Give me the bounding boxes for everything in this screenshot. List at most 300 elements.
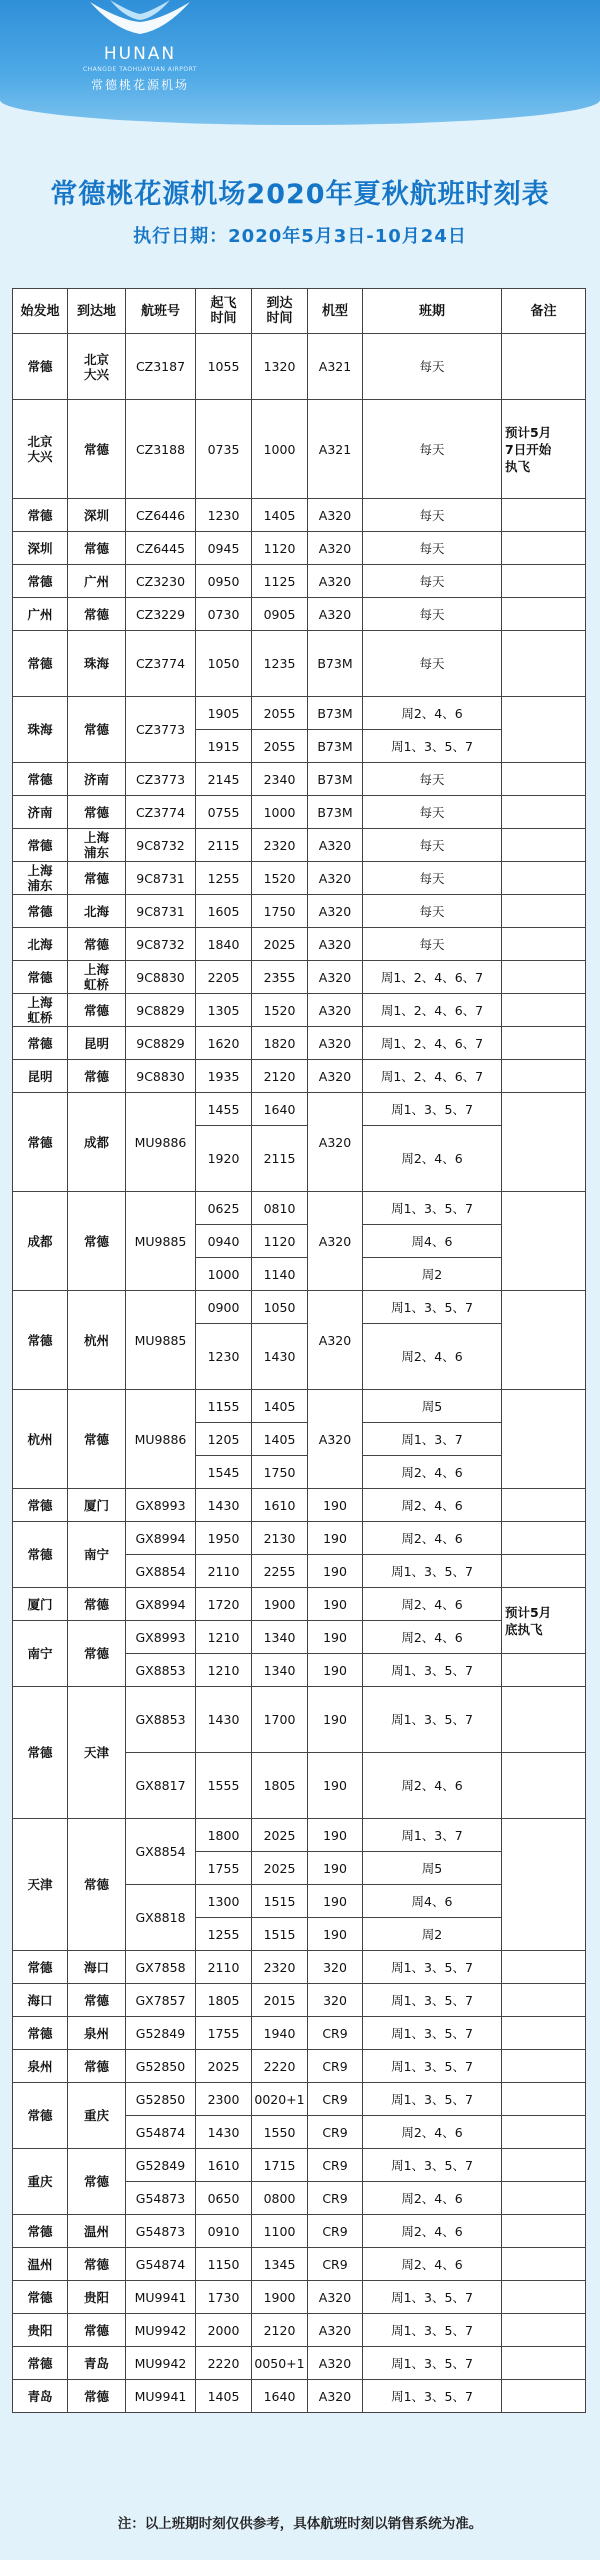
table-cell: 2025 [252, 1819, 308, 1852]
table-cell [502, 1819, 586, 1951]
table-cell: 1715 [252, 2149, 308, 2182]
table-cell: GX8817 [126, 1753, 196, 1819]
table-cell: 1210 [196, 1654, 252, 1687]
table-cell: 0050+1 [252, 2347, 308, 2380]
table-cell: 1430 [196, 2116, 252, 2149]
table-cell: 190 [308, 1753, 363, 1819]
table-cell [502, 2182, 586, 2215]
table-cell: 1405 [196, 2380, 252, 2413]
table-cell: MU9886 [126, 1390, 196, 1489]
table-cell: 1455 [196, 1093, 252, 1126]
table-cell: 常德 [13, 1027, 68, 1060]
table-cell: 2340 [252, 763, 308, 796]
table-cell: 1120 [252, 1225, 308, 1258]
table-cell: 1545 [196, 1456, 252, 1489]
table-cell: 1125 [252, 565, 308, 598]
table-row [13, 631, 586, 664]
table-cell: CR9 [308, 2248, 363, 2281]
table-cell: CR9 [308, 2017, 363, 2050]
table-row [13, 895, 586, 928]
table-cell: 泉州 [68, 2017, 126, 2050]
table-cell: 1305 [196, 994, 252, 1027]
table-cell: 每天 [363, 895, 502, 928]
table-cell: GX8994 [126, 1522, 196, 1555]
table-cell: CZ3188 [126, 400, 196, 499]
table-cell: 周1、3、5、7 [363, 2050, 502, 2083]
table-cell: 1750 [252, 1456, 308, 1489]
table-cell: 常德 [68, 862, 126, 895]
table-cell: 常德 [68, 796, 126, 829]
table-cell: GX7857 [126, 1984, 196, 2017]
table-cell: 周2 [363, 1918, 502, 1951]
table-cell: 1340 [252, 1621, 308, 1654]
table-cell: 泉州 [13, 2050, 68, 2083]
table-row [13, 2281, 586, 2314]
table-cell: 2355 [252, 961, 308, 994]
table-cell: 2145 [196, 763, 252, 796]
table-row [13, 1819, 586, 1852]
table-cell: A320 [308, 598, 363, 631]
table-cell: 每天 [363, 928, 502, 961]
table-cell: 常德 [68, 2149, 126, 2215]
table-cell: CZ3229 [126, 598, 196, 631]
table-cell: A320 [308, 1027, 363, 1060]
table-cell: A320 [308, 895, 363, 928]
table-cell [502, 1060, 586, 1093]
column-header: 班期 [363, 289, 502, 334]
table-cell: 济南 [13, 796, 68, 829]
table-cell: CR9 [308, 2215, 363, 2248]
table-cell: 每天 [363, 400, 502, 499]
column-header: 机型 [308, 289, 363, 334]
table-cell: 周2、4、6 [363, 1126, 502, 1192]
table-row [13, 1522, 586, 1555]
table-cell: 190 [308, 1819, 363, 1852]
table-cell: A320 [308, 532, 363, 565]
table-cell: 1210 [196, 1621, 252, 1654]
table-cell: 1900 [252, 1588, 308, 1621]
table-cell [502, 2380, 586, 2413]
table-cell: GX8993 [126, 1489, 196, 1522]
table-cell: CZ6446 [126, 499, 196, 532]
table-row [13, 2149, 586, 2182]
table-row [13, 532, 586, 565]
table-cell: 1520 [252, 862, 308, 895]
table-row [13, 1588, 586, 1621]
table-cell: 周1、3、5、7 [363, 1951, 502, 1984]
table-cell: 常德 [68, 928, 126, 961]
table-cell: 2300 [196, 2083, 252, 2116]
table-cell [502, 928, 586, 961]
table-cell: 1755 [196, 2017, 252, 2050]
table-cell: 周2 [363, 1258, 502, 1291]
table-cell: 常德 [68, 1621, 126, 1687]
table-cell: 周1、3、5、7 [363, 2017, 502, 2050]
table-cell: 常德 [68, 1819, 126, 1951]
table-cell [502, 763, 586, 796]
table-cell: 贵阳 [68, 2281, 126, 2314]
table-cell: 1000 [252, 400, 308, 499]
table-cell: 2055 [252, 730, 308, 763]
table-row [13, 1984, 586, 2017]
table-cell: 周1、3、5、7 [363, 1654, 502, 1687]
flight-schedule-table [12, 288, 586, 2413]
table-cell: 常德 [68, 1390, 126, 1489]
table-row [13, 2017, 586, 2050]
table-cell: A320 [308, 499, 363, 532]
table-cell [502, 499, 586, 532]
table-cell: 周5 [363, 1852, 502, 1885]
table-cell: 9C8830 [126, 961, 196, 994]
table-cell: 1405 [252, 499, 308, 532]
table-cell: 上海 虹桥 [13, 994, 68, 1027]
table-cell: 0905 [252, 598, 308, 631]
table-cell: 2025 [252, 928, 308, 961]
table-cell: 1340 [252, 1654, 308, 1687]
table-cell: 1000 [196, 1258, 252, 1291]
table-cell: 常德 [13, 499, 68, 532]
table-cell [502, 1687, 586, 1753]
table-cell: G52849 [126, 2149, 196, 2182]
table-cell: A320 [308, 1060, 363, 1093]
table-cell: 常德 [68, 1588, 126, 1621]
table-row [13, 499, 586, 532]
table-cell: 天津 [13, 1819, 68, 1951]
table-cell: 周1、3、5、7 [363, 730, 502, 763]
table-cell: 9C8731 [126, 862, 196, 895]
table-cell: 1610 [196, 2149, 252, 2182]
table-cell: 周1、2、4、6、7 [363, 994, 502, 1027]
table-cell [502, 1984, 586, 2017]
table-cell: 1915 [196, 730, 252, 763]
table-cell [502, 1555, 586, 1588]
table-cell: 青岛 [68, 2347, 126, 2380]
table-cell: 1720 [196, 1588, 252, 1621]
table-cell: 1520 [252, 994, 308, 1027]
table-cell: CZ3774 [126, 631, 196, 697]
table-cell: 1640 [252, 2380, 308, 2413]
table-cell: 北海 [13, 928, 68, 961]
table-cell: GX8853 [126, 1654, 196, 1687]
table-cell: 1550 [252, 2116, 308, 2149]
table-row [13, 928, 586, 961]
table-cell: 1700 [252, 1687, 308, 1753]
table-cell: 190 [308, 1654, 363, 1687]
table-cell: MU9942 [126, 2314, 196, 2347]
table-cell [502, 2248, 586, 2281]
table-cell: 1430 [252, 1324, 308, 1390]
table-cell: 1555 [196, 1753, 252, 1819]
table-cell [502, 829, 586, 862]
table-cell [502, 1654, 586, 1687]
table-cell: 周2、4、6 [363, 2215, 502, 2248]
table-cell: 1055 [196, 334, 252, 400]
table-cell: 1605 [196, 895, 252, 928]
table-cell: 2320 [252, 1951, 308, 1984]
table-cell: 常德 [13, 1093, 68, 1192]
table-cell: 2255 [252, 1555, 308, 1588]
table-cell: A320 [308, 1390, 363, 1489]
table-cell: 0020+1 [252, 2083, 308, 2116]
table-cell: 0810 [252, 1192, 308, 1225]
table-cell: GX8854 [126, 1555, 196, 1588]
table-cell: GX7858 [126, 1951, 196, 1984]
table-cell [502, 697, 586, 763]
table-cell [502, 1753, 586, 1819]
table-cell: 0940 [196, 1225, 252, 1258]
page-subtitle: 执行日期：2020年5月3日-10月24日 [133, 226, 467, 247]
table-cell: 1840 [196, 928, 252, 961]
table-cell: 9C8732 [126, 829, 196, 862]
table-cell: 温州 [13, 2248, 68, 2281]
table-cell: MU9942 [126, 2347, 196, 2380]
table-cell: 1620 [196, 1027, 252, 1060]
table-cell: 2120 [252, 2314, 308, 2347]
table-cell: GX8853 [126, 1687, 196, 1753]
table-cell: 常德 [13, 1951, 68, 1984]
table-cell: A320 [308, 2347, 363, 2380]
table-row [13, 565, 586, 598]
table-cell [502, 2347, 586, 2380]
table-cell: MU9941 [126, 2380, 196, 2413]
table-cell: 2320 [252, 829, 308, 862]
table-cell: A320 [308, 1192, 363, 1291]
table-cell: 成都 [13, 1192, 68, 1291]
column-header: 到达地 [68, 289, 126, 334]
table-cell: CR9 [308, 2083, 363, 2116]
table-cell: 重庆 [13, 2149, 68, 2215]
table-cell: G54873 [126, 2182, 196, 2215]
table-cell: 周1、3、5、7 [363, 2314, 502, 2347]
table-cell: 1800 [196, 1819, 252, 1852]
column-header: 始发地 [13, 289, 68, 334]
table-cell: B73M [308, 763, 363, 796]
table-cell: 2130 [252, 1522, 308, 1555]
table-cell [502, 1489, 586, 1522]
table-row [13, 1621, 586, 1654]
table-cell: 1755 [196, 1852, 252, 1885]
table-cell: 2115 [196, 829, 252, 862]
table-cell: 0900 [196, 1291, 252, 1324]
table-cell: 2015 [252, 1984, 308, 2017]
table-cell: 1905 [196, 697, 252, 730]
table-cell: GX8818 [126, 1885, 196, 1951]
table-row [13, 2248, 586, 2281]
table-cell: G52850 [126, 2050, 196, 2083]
table-cell: 周1、3、5、7 [363, 2380, 502, 2413]
table-cell [502, 2050, 586, 2083]
table-cell [502, 2281, 586, 2314]
table-cell: 1920 [196, 1126, 252, 1192]
table-cell: 周1、3、5、7 [363, 1192, 502, 1225]
table-cell: 常德 [68, 697, 126, 763]
table-cell: 常德 [13, 631, 68, 697]
table-cell [502, 1522, 586, 1555]
table-cell: A320 [308, 1291, 363, 1390]
table-cell: A320 [308, 994, 363, 1027]
table-cell: 昆明 [13, 1060, 68, 1093]
table-row [13, 1390, 586, 1423]
table-cell: 常德 [13, 895, 68, 928]
table-cell: 常德 [68, 1060, 126, 1093]
table-cell: 每天 [363, 763, 502, 796]
table-cell: 1935 [196, 1060, 252, 1093]
table-cell: 成都 [68, 1093, 126, 1192]
table-cell [502, 796, 586, 829]
table-header-row [13, 289, 586, 334]
table-cell: 周2、4、6 [363, 697, 502, 730]
table-row [13, 1027, 586, 1060]
table-cell: 周2、4、6 [363, 1456, 502, 1489]
table-cell: 海口 [13, 1984, 68, 2017]
table-cell: 1730 [196, 2281, 252, 2314]
table-cell: 常德 [13, 2083, 68, 2149]
table-row [13, 862, 586, 895]
table-cell: 常德 [68, 2050, 126, 2083]
table-cell: B73M [308, 631, 363, 697]
table-cell: 9C8829 [126, 1027, 196, 1060]
table-cell [502, 1027, 586, 1060]
table-cell: 1430 [196, 1489, 252, 1522]
table-cell: 北京 大兴 [68, 334, 126, 400]
table-cell: 1155 [196, 1390, 252, 1423]
table-cell: 1100 [252, 2215, 308, 2248]
table-cell: 1610 [252, 1489, 308, 1522]
table-cell: 每天 [363, 862, 502, 895]
table-cell: 常德 [68, 2248, 126, 2281]
table-cell: 周2、4、6 [363, 2182, 502, 2215]
table-cell: 1900 [252, 2281, 308, 2314]
table-cell: 周2、4、6 [363, 1621, 502, 1654]
table-cell: 9C8830 [126, 1060, 196, 1093]
table-cell: 珠海 [68, 631, 126, 697]
table-cell: A320 [308, 2281, 363, 2314]
table-cell: 2055 [252, 697, 308, 730]
table-row [13, 796, 586, 829]
table-cell: 2000 [196, 2314, 252, 2347]
table-cell [502, 862, 586, 895]
table-cell: 2220 [196, 2347, 252, 2380]
table-cell [502, 2149, 586, 2182]
table-cell: 每天 [363, 565, 502, 598]
table-cell: GX8854 [126, 1819, 196, 1885]
table-cell: 青岛 [13, 2380, 68, 2413]
table-cell: CZ3187 [126, 334, 196, 400]
table-cell: G52850 [126, 2083, 196, 2116]
table-cell: CZ3773 [126, 697, 196, 763]
table-cell: 周2、4、6 [363, 1522, 502, 1555]
table-cell: A321 [308, 400, 363, 499]
table-cell: A320 [308, 862, 363, 895]
table-cell: 1050 [252, 1291, 308, 1324]
table-cell: 1140 [252, 1258, 308, 1291]
table-cell: 1405 [252, 1423, 308, 1456]
table-cell: 周4、6 [363, 1225, 502, 1258]
table-cell: 0730 [196, 598, 252, 631]
table-cell [502, 1093, 586, 1192]
table-cell: GX8994 [126, 1588, 196, 1621]
table-cell: 1255 [196, 862, 252, 895]
table-cell: 周5 [363, 1390, 502, 1423]
table-cell: 每天 [363, 334, 502, 400]
table-cell: 常德 [68, 994, 126, 1027]
table-cell: G54874 [126, 2116, 196, 2149]
table-cell: 预计5月 底执飞 [502, 1588, 586, 1654]
table-cell: 常德 [68, 1984, 126, 2017]
table-cell: 周2、4、6 [363, 1588, 502, 1621]
table-row [13, 961, 586, 994]
table-cell: 2025 [252, 1852, 308, 1885]
table-cell: 厦门 [68, 1489, 126, 1522]
table-cell: 周1、3、5、7 [363, 1093, 502, 1126]
table-cell [502, 2083, 586, 2116]
table-cell: 周1、3、5、7 [363, 1984, 502, 2017]
table-cell: 常德 [68, 400, 126, 499]
table-cell: 深圳 [13, 532, 68, 565]
table-cell: 周1、3、5、7 [363, 1687, 502, 1753]
table-row [13, 2314, 586, 2347]
table-cell: 9C8731 [126, 895, 196, 928]
table-cell: 1050 [196, 631, 252, 697]
table-cell: G54874 [126, 2248, 196, 2281]
logo-chinese: 常德桃花源机场 [90, 78, 189, 92]
table-cell: 1640 [252, 1093, 308, 1126]
table-cell [502, 1390, 586, 1489]
table-cell: MU9885 [126, 1291, 196, 1390]
table-cell: 周1、3、5、7 [363, 1291, 502, 1324]
table-cell: 广州 [13, 598, 68, 631]
table-cell: 上海 浦东 [68, 829, 126, 862]
table-cell [502, 598, 586, 631]
table-cell: 常德 [68, 2314, 126, 2347]
table-cell: 预计5月 7日开始 执飞 [502, 400, 586, 499]
table-cell: 1405 [252, 1390, 308, 1423]
table-cell: 1805 [196, 1984, 252, 2017]
table-row [13, 2215, 586, 2248]
table-cell: 0945 [196, 532, 252, 565]
table-cell: 1950 [196, 1522, 252, 1555]
table-cell: 周2、4、6 [363, 1489, 502, 1522]
table-cell: 周2、4、6 [363, 2248, 502, 2281]
table-cell: CZ6445 [126, 532, 196, 565]
table-cell: 1940 [252, 2017, 308, 2050]
table-cell [502, 2215, 586, 2248]
table-cell: 1750 [252, 895, 308, 928]
table-cell: A320 [308, 565, 363, 598]
table-cell: 1205 [196, 1423, 252, 1456]
table-cell: 广州 [68, 565, 126, 598]
table-cell: 常德 [13, 763, 68, 796]
table-cell: 1230 [196, 1324, 252, 1390]
table-cell: A320 [308, 1093, 363, 1192]
table-cell: A321 [308, 334, 363, 400]
table-cell: 1255 [196, 1918, 252, 1951]
table-cell: 上海 浦东 [13, 862, 68, 895]
table-cell: 每天 [363, 796, 502, 829]
table-cell: A320 [308, 928, 363, 961]
table-cell: 周2、4、6 [363, 2116, 502, 2149]
table-cell: 1230 [196, 499, 252, 532]
table-row [13, 1291, 586, 1324]
table-cell: 1345 [252, 2248, 308, 2281]
table-cell: 杭州 [13, 1390, 68, 1489]
table-cell: 0625 [196, 1192, 252, 1225]
table-cell: 0950 [196, 565, 252, 598]
table-row [13, 2380, 586, 2413]
table-cell: 9C8829 [126, 994, 196, 1027]
table-cell: 常德 [13, 2347, 68, 2380]
table-cell: A320 [308, 2380, 363, 2413]
